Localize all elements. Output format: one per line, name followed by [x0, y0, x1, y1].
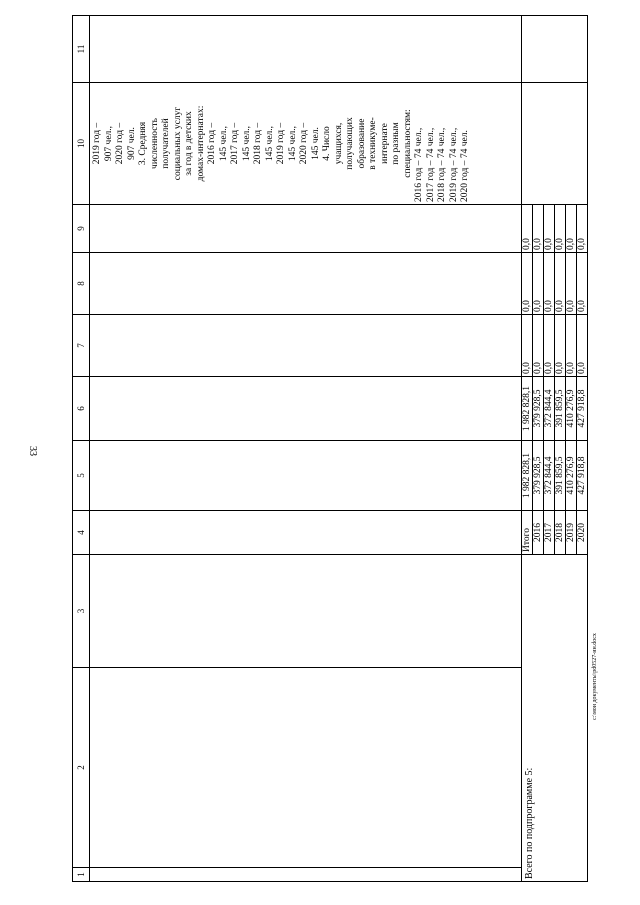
cell-cont-1: [90, 868, 522, 882]
row-c8: 0,0: [522, 253, 533, 315]
row-c6: 391 859,5: [555, 377, 566, 441]
cell-cont-8: [90, 253, 522, 315]
row-c8: 0,0: [566, 253, 577, 315]
cell-cont-6: [90, 377, 522, 441]
row-c9: 0,0: [555, 205, 566, 253]
row-c9: 0,0: [522, 205, 533, 253]
row-c6: 427 918,8: [577, 377, 588, 441]
table-row: [522, 16, 533, 882]
summary-label: Всего по подпрограмме 5:: [522, 555, 588, 882]
row-c6: 410 276,9: [566, 377, 577, 441]
row-c10: [566, 83, 577, 205]
row-c10: [577, 83, 588, 205]
col-header-7: 7: [73, 315, 90, 377]
header-row: [73, 16, 90, 882]
row-c9: 0,0: [533, 205, 544, 253]
row-c5: 372 844,4: [544, 441, 555, 511]
col-header-11: 11: [73, 16, 90, 83]
cell-cont-9: [90, 205, 522, 253]
row-c6: 372 844,4: [544, 377, 555, 441]
cell-cont-3: [90, 555, 522, 668]
row-year: 2017: [544, 511, 555, 555]
program-table: [72, 15, 588, 882]
row-c7: 0,0: [566, 315, 577, 377]
row-c6: 1 982 828,1: [522, 377, 533, 441]
row-c5: 1 982 828,1: [522, 441, 533, 511]
row-c10: [533, 83, 544, 205]
cell-cont-11: [90, 16, 522, 83]
row-c10: [522, 83, 533, 205]
cell-cont-4: [90, 511, 522, 555]
cell-cont-5: [90, 441, 522, 511]
col-header-5: 5: [73, 441, 90, 511]
col-header-3: 3: [73, 555, 90, 668]
row-c7: 0,0: [522, 315, 533, 377]
col-header-6: 6: [73, 377, 90, 441]
row-c8: 0,0: [577, 253, 588, 315]
rotated-table-wrapper: [72, 16, 588, 882]
col-header-4: 4: [73, 511, 90, 555]
col-header-1: 1: [73, 868, 90, 882]
row-c9: 0,0: [544, 205, 555, 253]
row-c8: 0,0: [533, 253, 544, 315]
cell-cont-2: [90, 668, 522, 868]
row-c7: 0,0: [555, 315, 566, 377]
row-c5: 391 859,5: [555, 441, 566, 511]
row-c8: 0,0: [544, 253, 555, 315]
col-header-2: 2: [73, 668, 90, 868]
row-c7: 0,0: [577, 315, 588, 377]
row-c9: 0,0: [566, 205, 577, 253]
row-year: 2016: [533, 511, 544, 555]
row-c5: 410 276,9: [566, 441, 577, 511]
row-c5: 427 918,8: [577, 441, 588, 511]
col-header-8: 8: [73, 253, 90, 315]
row-c7: 0,0: [533, 315, 544, 377]
row-c11: [522, 16, 588, 83]
row-year: Итого: [522, 511, 533, 555]
row-c7: 0,0: [544, 315, 555, 377]
file-path-footer: c:\мои документы\pd0527-ин.docx: [592, 633, 598, 720]
row-year: 2018: [555, 511, 566, 555]
row-c8: 0,0: [555, 253, 566, 315]
col-header-10: 10: [73, 83, 90, 205]
indicators-cell: 2019 год – 907 чел., 2020 год – 907 чел. 3. Средняя численность получателей социальных услуг за год в детских домах-интернатах: 2016 год – 145 чел., 2017 год – 145 чел., 2018 год – 145 чел., 2019 год – 145 чел., 2020 год – 145 чел. 4. Число учащихся, получающих образование в техникуме- интернате по разным специальностям: 2016 год – 74 чел., 2017 год – 74 чел., 2018 год – 74 чел., 2019 год – 74 чел., 2020 год – 74 чел.: [90, 83, 522, 205]
cell-cont-7: [90, 315, 522, 377]
row-c5: 379 928,5: [533, 441, 544, 511]
continuation-row: [90, 16, 522, 882]
row-year: 2019: [566, 511, 577, 555]
row-c6: 379 928,5: [533, 377, 544, 441]
row-c9: 0,0: [577, 205, 588, 253]
col-header-9: 9: [73, 205, 90, 253]
row-year: 2020: [577, 511, 588, 555]
row-c10: [555, 83, 566, 205]
page-number: 33: [27, 446, 38, 456]
row-c10: [544, 83, 555, 205]
